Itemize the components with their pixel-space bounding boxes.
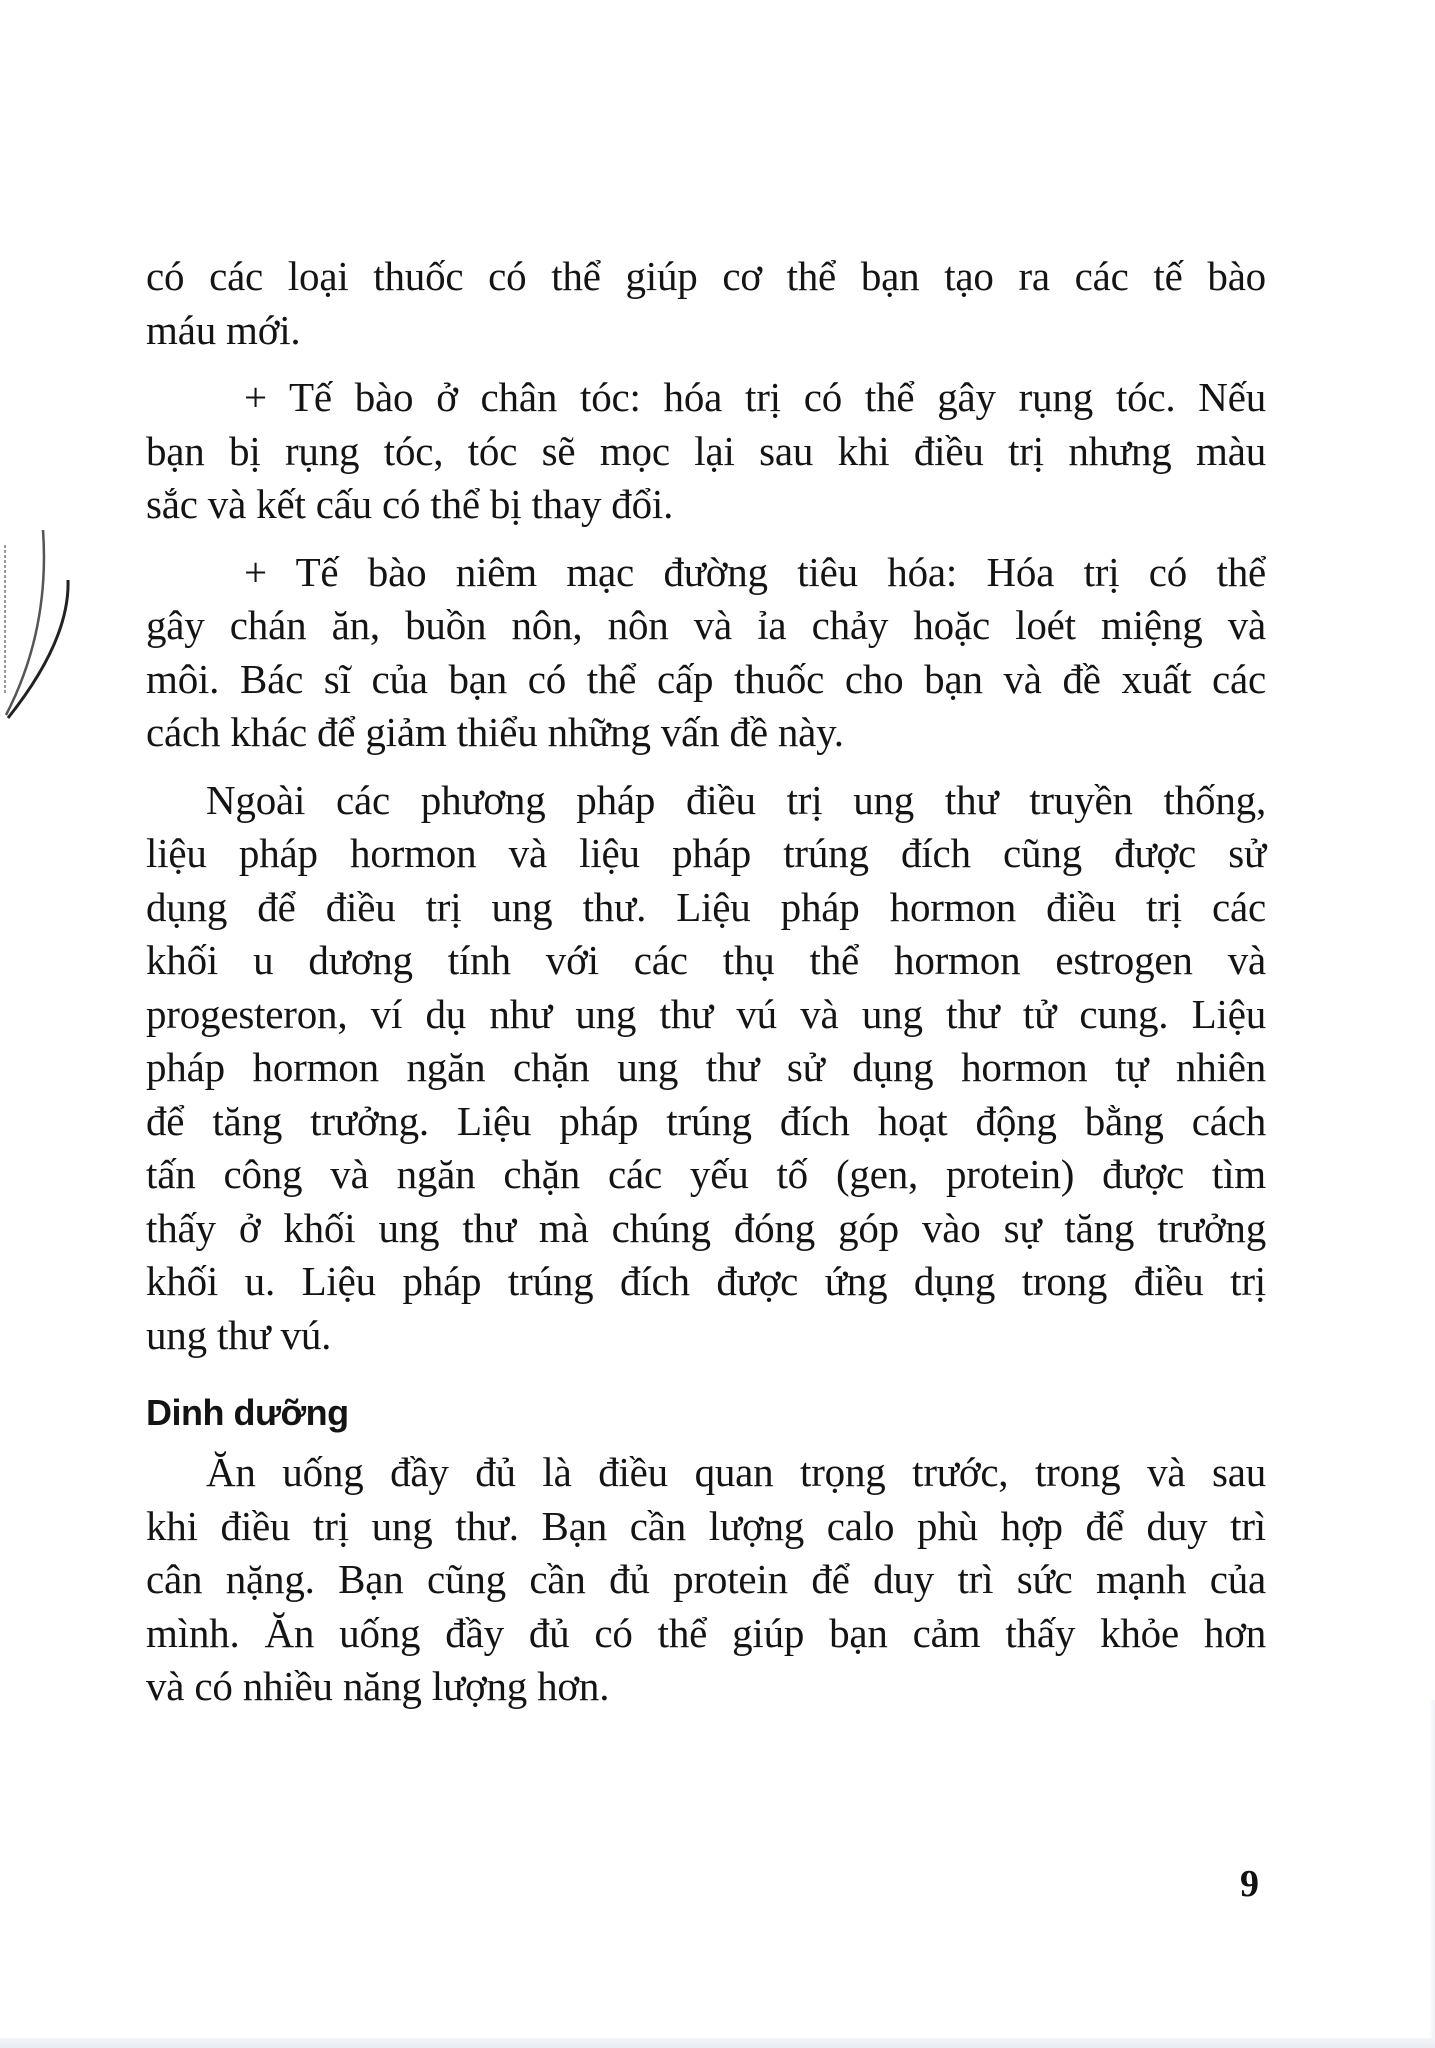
text-line: sắc và kết cấu có thể bị thay đổi. bbox=[146, 481, 674, 527]
text-line: pháp hormon ngăn chặn ung thư sử dụng hormon tự nhiên bbox=[146, 1044, 1266, 1090]
bullet-hair-cells bbox=[146, 371, 1266, 532]
bullet-digestive-cells bbox=[146, 546, 1266, 760]
text-line: và có nhiều năng lượng hơn. bbox=[146, 1663, 610, 1709]
page-text-block bbox=[146, 250, 1266, 1728]
text-line: Ngoài các phương pháp điều trị ung thư truyền thống, bbox=[206, 776, 1266, 823]
text-line: ung thư vú. bbox=[146, 1311, 332, 1358]
text-line: khối u dương tính với các thụ thể hormon estrogen và bbox=[146, 937, 1266, 983]
binding-crease-marks bbox=[0, 520, 90, 720]
text-line: gây chán ăn, buồn nôn, nôn và ỉa chảy hoặc loét miệng và bbox=[146, 602, 1266, 648]
text-line: môi. Bác sĩ của bạn có thể cấp thuốc cho bạn và đề xuất các bbox=[146, 655, 1266, 702]
paragraph-nutrition bbox=[146, 1446, 1266, 1714]
text-line: cân nặng. Bạn cũng cần đủ protein để duy trì sức mạnh của bbox=[146, 1556, 1266, 1602]
text-line: mình. Ăn uống đầy đủ có thể giúp bạn cảm thấy khỏe hơn bbox=[146, 1609, 1266, 1656]
text-line: thấy ở khối ung thư mà chúng đóng góp vào sự tăng trưởng bbox=[146, 1204, 1266, 1251]
text-line: khi điều trị ung thư. Bạn cần lượng calo phù hợp để duy trì bbox=[146, 1502, 1266, 1549]
paragraph-continuation bbox=[146, 250, 1266, 357]
text-line: dụng để điều trị ung thư. Liệu pháp hormon điều trị các bbox=[146, 883, 1266, 930]
text-line: Ăn uống đầy đủ là điều quan trọng trước, trong và sau bbox=[206, 1449, 1266, 1495]
text-line: máu mới. bbox=[146, 306, 301, 353]
page-edge-shadow bbox=[1429, 1700, 1435, 2048]
section-heading-nutrition: Dinh dưỡng bbox=[146, 1392, 349, 1433]
text-line: tấn công và ngăn chặn các yếu tố (gen, protein) được tìm bbox=[146, 1151, 1266, 1197]
text-line: + Tế bào ở chân tóc: hóa trị có thể gây rụng tóc. Nếu bbox=[244, 374, 1266, 420]
text-line: có các loại thuốc có thể giúp cơ thể bạn tạo ra các tế bào bbox=[146, 253, 1266, 299]
text-line: bạn bị rụng tóc, tóc sẽ mọc lại sau khi điều trị nhưng màu bbox=[146, 427, 1266, 474]
text-line: để tăng trưởng. Liệu pháp trúng đích hoạt động bằng cách bbox=[146, 1097, 1266, 1144]
text-line: khối u. Liệu pháp trúng đích được ứng dụng trong điều trị bbox=[146, 1258, 1266, 1304]
page-number: 9 bbox=[1240, 1863, 1259, 1905]
text-line: cách khác để giảm thiểu những vấn đề này. bbox=[146, 709, 844, 755]
text-line: progesteron, ví dụ như ung thư vú và ung thư tử cung. Liệu bbox=[146, 990, 1266, 1037]
text-line: liệu pháp hormon và liệu pháp trúng đích cũng được sử bbox=[146, 830, 1266, 876]
page-bottom-edge bbox=[0, 2038, 1435, 2048]
text-line: + Tế bào niêm mạc đường tiêu hóa: Hóa trị có thể bbox=[244, 548, 1266, 595]
paragraph-hormone-targeted-therapy bbox=[146, 774, 1266, 1363]
